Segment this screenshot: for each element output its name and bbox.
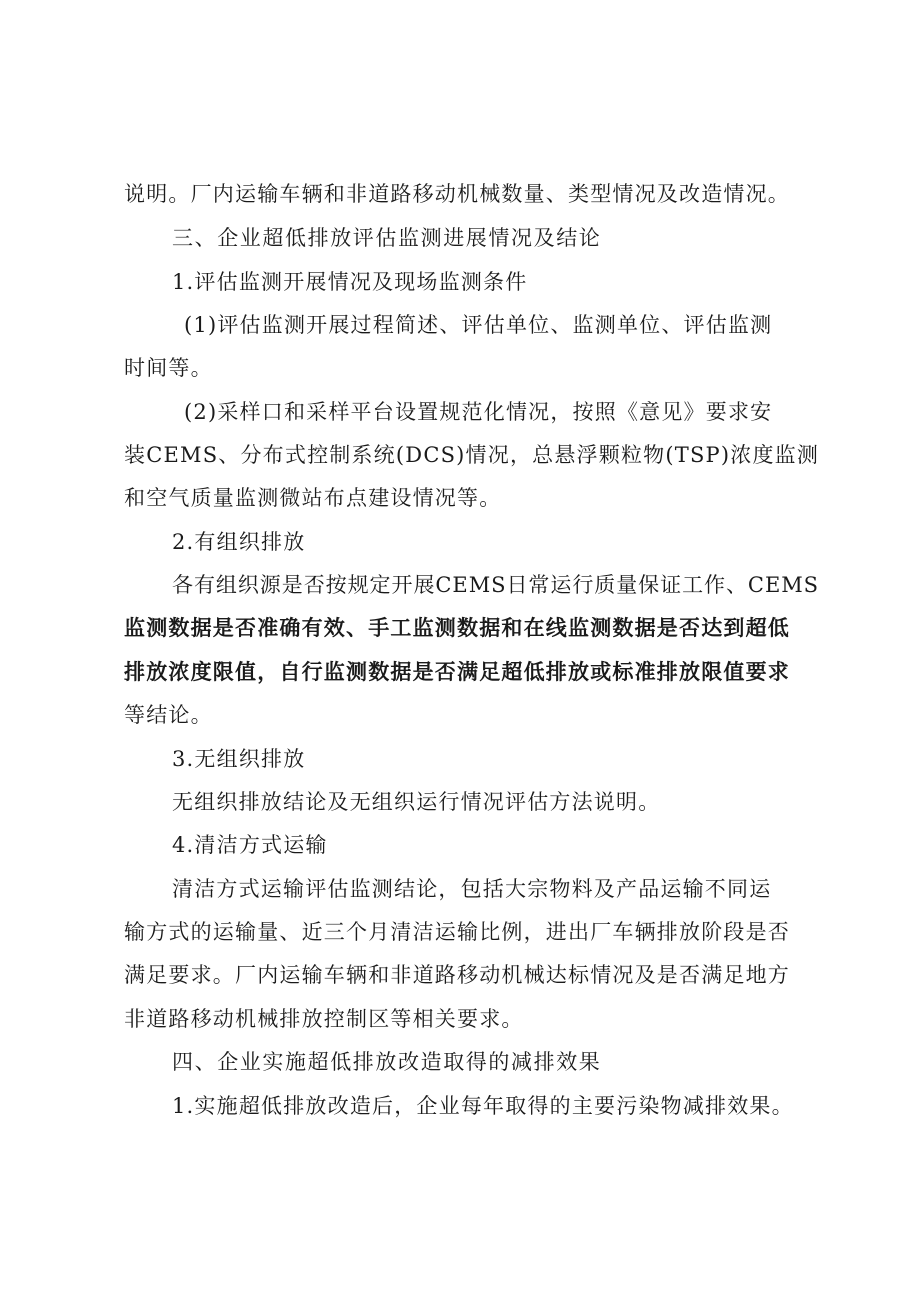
paragraph-line: 监测数据是否准确有效、手工监测数据和在线监测数据是否达到超低 <box>124 615 790 640</box>
paragraph-line: (1)评估监测开展过程简述、评估单位、监测单位、评估监测 <box>184 313 773 337</box>
section-heading-3: 三、企业超低排放评估监测进展情况及结论 <box>172 226 602 250</box>
paragraph-line: 说明。厂内运输车辆和非道路移动机械数量、类型情况及改造情况。 <box>124 182 790 206</box>
section-heading-4: 四、企业实施超低排放改造取得的减排效果 <box>172 1050 602 1074</box>
paragraph-line: 1.实施超低排放改造后，企业每年取得的主要污染物减排效果。 <box>172 1094 794 1118</box>
subsection-heading: 1.评估监测开展情况及现场监测条件 <box>172 270 528 294</box>
paragraph-line: 各有组织源是否按规定开展CEMS日常运行质量保证工作、CEMS <box>172 573 820 597</box>
paragraph-line: 无组织排放结论及无组织运行情况评估方法说明。 <box>172 790 661 814</box>
paragraph-line: (2)采样口和采样平台设置规范化情况，按照《意见》要求安 <box>184 400 773 424</box>
subsection-heading: 2.有组织排放 <box>172 530 306 554</box>
paragraph-line: 装CEMS、分布式控制系统(DCS)情况，总悬浮颗粒物(TSP)浓度监测 <box>124 443 820 467</box>
paragraph-line: 排放浓度限值，自行监测数据是否满足超低排放或标准排放限值要求 <box>124 659 790 684</box>
subsection-heading: 3.无组织排放 <box>172 747 306 771</box>
paragraph-line: 时间等。 <box>124 356 213 380</box>
subsection-heading: 4.清洁方式运输 <box>172 833 328 857</box>
paragraph-line: 输方式的运输量、近三个月清洁运输比例，进出厂车辆排放阶段是否 <box>124 920 790 944</box>
paragraph-line: 满足要求。厂内运输车辆和非道路移动机械达标情况及是否满足地方 <box>124 963 790 987</box>
paragraph-line: 清洁方式运输评估监测结论，包括大宗物料及产品运输不同运 <box>172 877 772 901</box>
paragraph-line: 等结论。 <box>124 703 213 727</box>
paragraph-line: 非道路移动机械排放控制区等相关要求。 <box>124 1007 524 1031</box>
paragraph-line: 和空气质量监测微站布点建设情况等。 <box>124 486 502 510</box>
